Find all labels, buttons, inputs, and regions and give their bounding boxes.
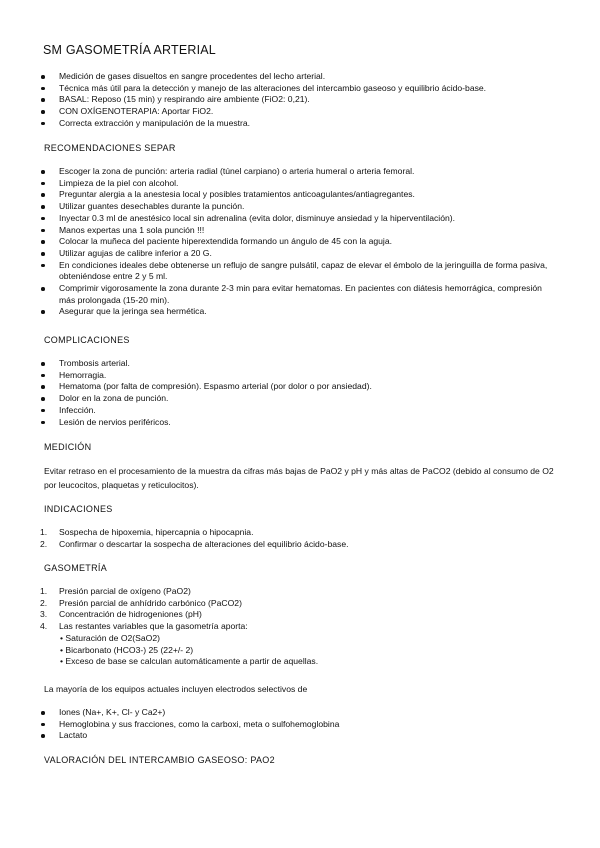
- list-item: 2. Presión parcial de anhídrido carbónico (PaCO2): [40, 597, 242, 608]
- list-item: Colocar la muñeca del paciente hiperextendida formando un ángulo de 45 con la aguja.: [40, 236, 560, 248]
- medicion-paragraph: Evitar retraso en el procesamiento de la muestra da cifras más bajas de PaO2 y pH y más altas de PaCO2 (debido al consumo de O2 por leucocitos, plaquetas y reticulocitos).: [44, 466, 554, 490]
- section-heading-valoracion: VALORACIÓN DEL INTERCAMBIO GASEOSO: PAO2: [44, 755, 275, 765]
- list-item: 1. Presión parcial de oxígeno (PaO2): [40, 586, 191, 596]
- sub-list-item: • Bicarbonato (HCO3-) 25 (22+/- 2): [60, 644, 194, 655]
- list-item: Iones (Na+, K+, Cl- y Ca2+): [40, 707, 560, 719]
- list-item: 3. Concentración de hidrogeniones (pH): [40, 609, 202, 620]
- list-item: 1. Sospecha de hipoxemia, hipercapnia o hipocapnia.: [40, 527, 254, 537]
- complicaciones-list: [40, 358, 560, 428]
- equipos-list: [40, 707, 560, 742]
- list-item: Utilizar guantes desechables durante la punción.: [40, 201, 560, 213]
- list-item: Escoger la zona de punción: arteria radial (túnel carpiano) o arteria humeral o arteria femoral.: [40, 166, 560, 178]
- list-item: Trombosis arterial.: [40, 358, 560, 370]
- list-item: Hemorragia.: [40, 370, 560, 382]
- section-heading-indicaciones: INDICACIONES: [44, 504, 113, 514]
- list-item: Dolor en la zona de punción.: [40, 393, 560, 405]
- list-item: Lactato: [40, 730, 560, 742]
- list-item: Utilizar agujas de calibre inferior a 20 G.: [40, 248, 560, 260]
- list-item: En condiciones ideales debe obtenerse un reflujo de sangre pulsátil, capaz de elevar el émbolo de la jeringuilla de forma pasiva, obteniéndose entre 2 y 5 ml.: [40, 260, 560, 283]
- list-item: 2. Confirmar o descartar la sospecha de alteraciones del equilibrio ácido-base.: [40, 538, 349, 549]
- section-heading-recomendaciones: RECOMENDACIONES SEPAR: [44, 143, 176, 153]
- list-item: Inyectar 0.3 ml de anestésico local sin adrenalina (evita dolor, disminuye ansiedad y la hiperventilación).: [40, 213, 560, 225]
- section-heading-gasometria: GASOMETRÍA: [44, 563, 108, 573]
- section-heading-complicaciones: COMPLICACIONES: [44, 335, 130, 345]
- list-item: Infección.: [40, 405, 560, 417]
- list-item: 4. Las restantes variables que la gasometría aporta: • Saturación de O2(SaO2) • Bicarbonato (HCO3-) 25 (22+/- 2) • Exceso de base se calculan automáticamente a partir de aquellas.: [40, 621, 560, 668]
- list-item: Medición de gases disueltos en sangre procedentes del lecho arterial.: [40, 71, 560, 83]
- document-title: SM GASOMETRÍA ARTERIAL: [43, 43, 216, 57]
- section-heading-medicion: MEDICIÓN: [44, 442, 92, 452]
- indicaciones-list: [40, 527, 560, 550]
- sub-list-item: • Exceso de base se calculan automáticamente a partir de aquellas.: [60, 656, 319, 667]
- list-item: Lesión de nervios periféricos.: [40, 417, 560, 429]
- list-item: Limpieza de la piel con alcohol.: [40, 178, 560, 190]
- list-item: Hemoglobina y sus fracciones, como la carboxi, meta o sulfohemoglobina: [40, 719, 560, 731]
- recomendaciones-list: [40, 166, 560, 318]
- list-item: Técnica más útil para la detección y manejo de las alteraciones del intercambio gaseoso y equilibrio ácido-base.: [40, 83, 560, 95]
- list-item: Asegurar que la jeringa sea hermética.: [40, 306, 560, 318]
- gasometria-sublist: [59, 633, 560, 668]
- sub-list-item: • Saturación de O2(SaO2): [60, 632, 160, 643]
- list-item: Preguntar alergia a la anestesia local y posibles tratamientos anticoagulantes/antiagregantes.: [40, 189, 560, 201]
- list-item: Hematoma (por falta de compresión). Espasmo arterial (por dolor o por ansiedad).: [40, 381, 560, 393]
- list-item: Correcta extracción y manipulación de la muestra.: [40, 118, 560, 130]
- equipos-intro: La mayoría de los equipos actuales incluyen electrodos selectivos de: [44, 684, 308, 694]
- gasometria-list: [40, 586, 560, 668]
- list-item: Manos expertas una 1 sola punción !!!: [40, 225, 560, 237]
- list-item: BASAL: Reposo (15 min) y respirando aire ambiente (FiO2: 0,21).: [40, 94, 560, 106]
- intro-list: [40, 71, 560, 130]
- list-item: Comprimir vigorosamente la zona durante 2-3 min para evitar hematomas. En pacientes con diátesis hemorrágica, compresión más prolongada (15-20 min).: [40, 283, 560, 306]
- list-item: CON OXÍGENOTERAPIA: Aportar FiO2.: [40, 106, 560, 118]
